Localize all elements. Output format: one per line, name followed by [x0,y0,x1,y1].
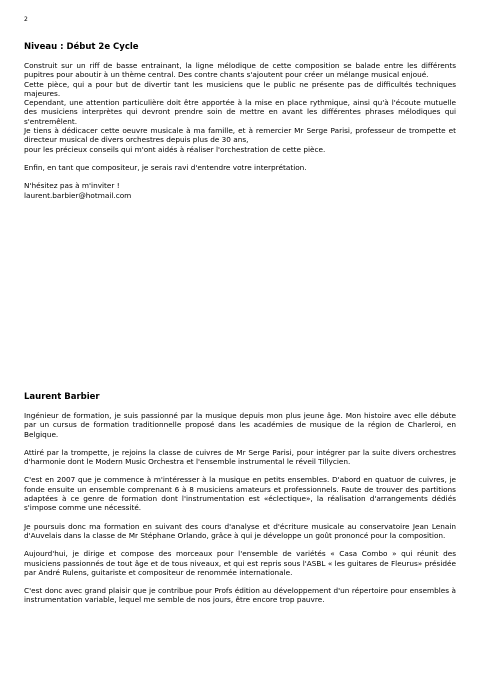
paragraph: C'est en 2007 que je commence à m'intéresser à la musique en petits ensembles. D'abord en quatuor de cuivres, je fonde ensuite un ensemble comprenant 6 à 8 musiciens amateurs et professionnels. Faute de trouver des partitions adaptées à ce genre de formation dont l'instrumentation est «éclectique», la réalisation d'arrangements dédiés s'impose comme une nécessité. [24,475,456,513]
paragraph: Enfin, en tant que compositeur, je serais ravi d'entendre votre interprétation. [24,162,307,172]
paragraph: Je tiens à dédicacer cette oeuvre musicale à ma famille, et à remercier Mr Serge Parisi, professeur de trompette et directeur musical de divers orchestres depuis plus de 30 ans, [24,126,456,145]
paragraph: N'hésitez pas à m'inviter ! [24,181,120,191]
biography-heading: Laurent Barbier [24,392,100,402]
paragraph: Je poursuis donc ma formation en suivant des cours d'analyse et d'écriture musicale au conservatoire Jean Lenain d'Auvelais dans la classe de Mr Stéphane Orlando, grâce à qui je développe un goût prononcé pour la composition. [24,521,456,540]
level-heading: Niveau : Début 2e Cycle [24,42,139,52]
level-section [24,42,456,200]
page-number: 2 [24,16,28,23]
paragraph: Ingénieur de formation, je suis passionné par la musique depuis mon plus jeune âge. Mon histoire avec elle débute par un cursus de formation traditionnelle proposé dans les académies de musique de la région de Charleroi, en Belgique. [24,411,456,439]
email-address: laurent.barbier@hotmail.com [24,190,132,200]
paragraph: Cette pièce, qui a pour but de divertir tant les musiciens que le public ne présente pas de difficultés techniques majeures. [24,79,456,98]
paragraph: Attiré par la trompette, je rejoins la classe de cuivres de Mr Serge Parisi, pour intégrer par la suite divers orchestres d'harmonie dont le Modern Music Orchestra et l'ensemble instrumental le réveil Tillycien. [24,447,456,467]
paragraph: Cependant, une attention particulière doit être apportée à la mise en place rythmique, ainsi qu'à l'écoute mutuelle des musiciens interprètes qui devront prendre soin de mettre en avant les différentes phrases mélodiques qui s'entremêlent. [24,98,456,126]
paragraph: pour les précieux conseils qui m'ont aidés à réaliser l'orchestration de cette pièce. [24,144,326,154]
paragraph: Construit sur un riff de basse entrainant, la ligne mélodique de cette composition se balade entre les différents pupitres pour aboutir à un thème central. Des contre chants s'ajoutent pour créer un mélange musical enjoué. [24,61,456,80]
paragraph: Aujourd'hui, je dirige et compose des morceaux pour l'ensemble de variétés « Casa Combo » qui réunit des musiciens passionnés de tout âge et de tous niveaux, et qui est repris sous l'ASBL « les guitares de Fleurus» présidée par André Rulens, guitariste et compositeur de renommée internationale. [24,549,456,577]
paragraph: C'est donc avec grand plaisir que je contribue pour Profs édition au développement d'un répertoire pour ensembles à instrumentation variable, lequel me semble de nos jours, être encore trop pauvre. [24,586,456,605]
biography-section [24,392,456,614]
